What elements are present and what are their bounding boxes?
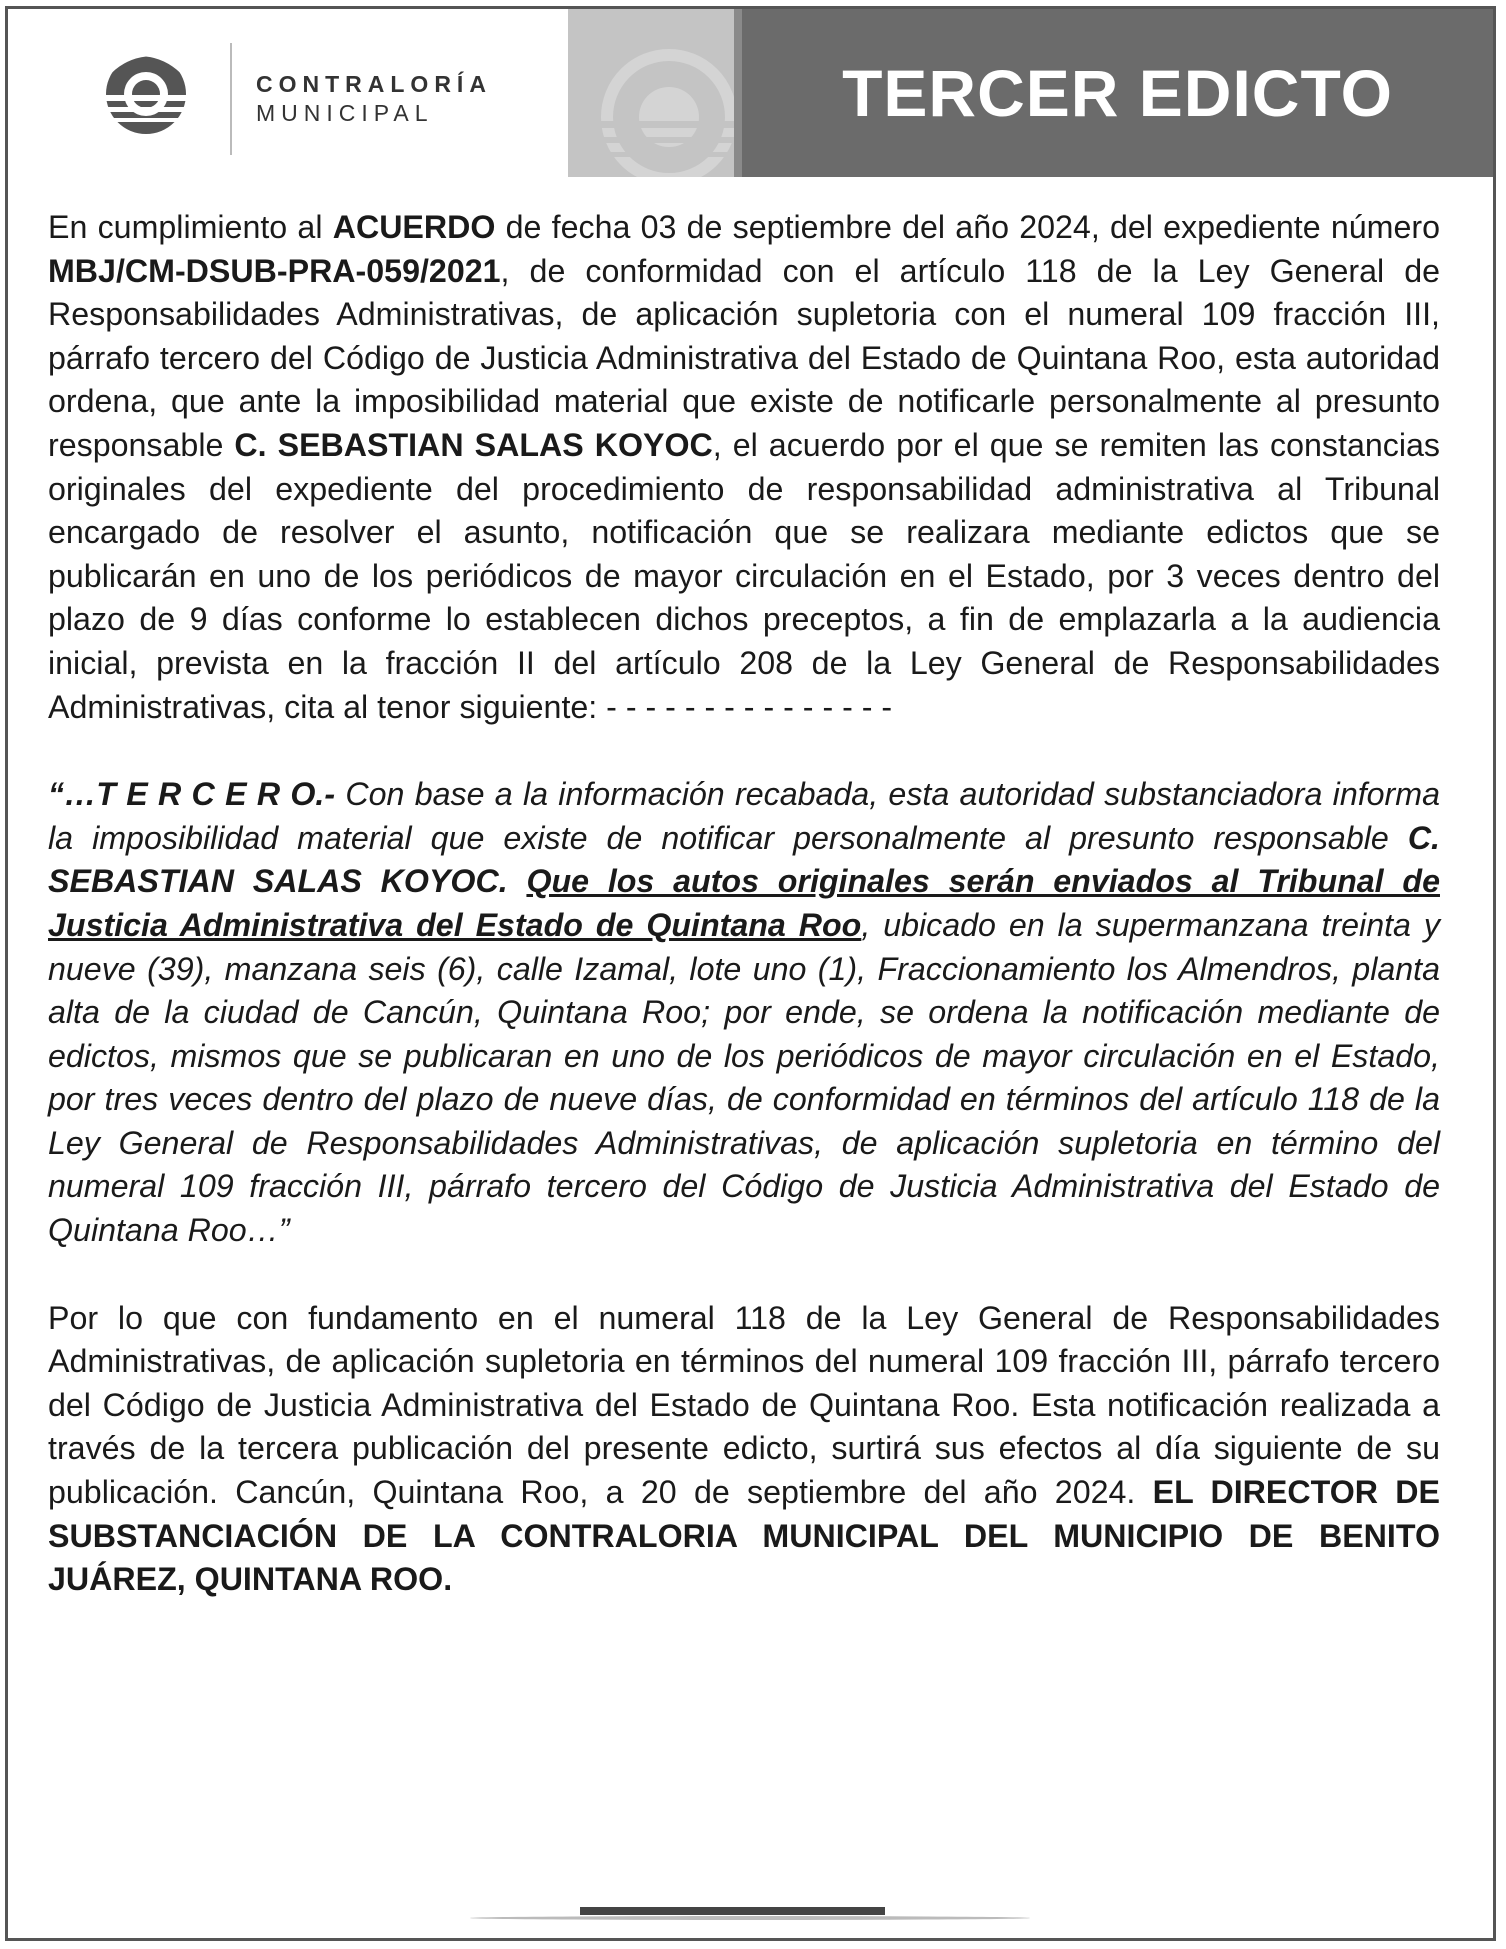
org-name-line1: CONTRALORÍA bbox=[256, 71, 492, 97]
p1-text-4: , el acuerdo por el que se remiten las constancias originales del expediente del procedimiento de responsabilidad administrativa al Tribunal encargado de resolver el asunto, notificación que se realizara mediante edictos que se publicarán en uno de los periódicos de mayor circulación en el Estado, por 3 veces dentro del plazo de 9 días conforme lo establecen dichos preceptos, a fin de emplazarla a la audiencia inicial, prevista en la fracción II del artículo 208 de la Ley General de Responsabilidades Administrativas, cita al tenor siguiente: - - - - - - - - - - - - - - - bbox=[48, 426, 1440, 725]
p1-text-1: En cumplimiento al bbox=[48, 209, 333, 245]
p1-bold-2: MBJ/CM-DSUB-PRA-059/2021 bbox=[48, 252, 501, 289]
p2-text-2: , ubicado en la supermanzana treinta y nueve (39), manzana seis (6), calle Izamal, lote uno (1), Fraccionamiento los Almendros, planta alta de la ciudad de Cancún, Quintana Roo; por ende, se ordena la notificación mediante de edictos, mismos que se publicaran en uno de los periódicos de mayor circulación en el Estado, por tres veces dentro del plazo de nueve días, de conformidad en términos del artículo 118 de la Ley General de Responsabilidades Administrativas, de aplicación supletoria en término del numeral 109 fracción III, párrafo tercero del Código de Justicia Administrativa del Estado de Quintana Roo…” bbox=[48, 906, 1440, 1249]
watermark-sun-icon bbox=[594, 37, 734, 177]
p3-text-1: Por lo que con fundamento en el numeral 118 de la Ley General de Responsabilidades Administrativas, de aplicación supletoria en términos del numeral 109 fracción III, párrafo tercero del Código de Justicia Administrativa del Estado de Quintana Roo. Esta notificación realizada a través de la tercera publicación del presente edicto, surtirá sus efectos al día siguiente de su publicación. Cancún, Quintana Roo, a 20 de septiembre del año 2024. bbox=[48, 1299, 1440, 1511]
p2-bold-2: C. SEBASTIAN SALAS KOYOC. bbox=[48, 819, 1440, 900]
org-name bbox=[256, 71, 492, 127]
header-watermark-panel bbox=[568, 9, 734, 177]
page-title: TERCER EDICTO bbox=[842, 56, 1393, 130]
header-divider bbox=[230, 43, 232, 155]
municipal-sun-logo-icon bbox=[96, 51, 196, 137]
p2-underlined: Que los autos originales serán enviados al Tribunal de Justicia Administrativa del Estado de Quintana Roo bbox=[48, 863, 1440, 943]
paragraph-2 bbox=[48, 773, 1440, 1253]
p2-text-1: Con base a la información recabada, esta autoridad substanciadora informa la imposibilidad material que existe de notificar personalmente al presunto responsable bbox=[48, 776, 1440, 856]
header bbox=[8, 9, 1493, 177]
footer-bar bbox=[580, 1907, 885, 1915]
p1-bold-3: C. SEBASTIAN SALAS KOYOC bbox=[234, 426, 713, 463]
p1-text-3: , de conformidad con el artículo 118 de la Ley General de Responsabilidades Administrativas, de aplicación supletoria con el numeral 109 fracción III, párrafo tercero del Código de Justicia Administrativa del Estado de Quintana Roo, esta autoridad ordena, que ante la imposibilidad material que existe de notificarle personalmente al presunto responsable bbox=[48, 252, 1440, 463]
headline-stripe bbox=[734, 9, 742, 177]
paragraph-3 bbox=[48, 1297, 1440, 1602]
paragraph-1 bbox=[48, 206, 1440, 729]
edict-body bbox=[48, 206, 1440, 1602]
org-name-line2: MUNICIPAL bbox=[256, 100, 434, 126]
signature-line: EL DIRECTOR DE SUBSTANCIACIÓN DE LA CONTRALORIA MUNICIPAL DEL MUNICIPIO DE BENITO JUÁREZ, QUINTANA ROO. bbox=[48, 1474, 1440, 1598]
logo-area bbox=[8, 9, 568, 177]
footer-shadow bbox=[470, 1916, 1030, 1920]
p2-bold-1: “…T E R C E R O.- bbox=[48, 776, 336, 813]
p1-bold-1: ACUERDO bbox=[332, 209, 496, 245]
p1-text-2: de fecha 03 de septiembre del año 2024, del expediente número bbox=[495, 209, 1440, 245]
